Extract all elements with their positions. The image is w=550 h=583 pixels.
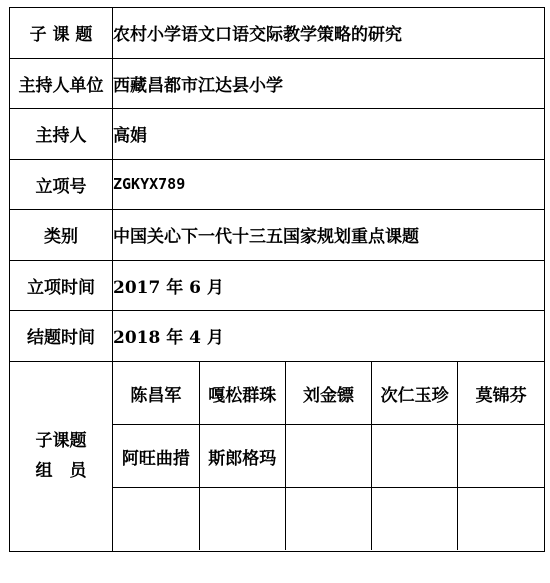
value-host: 高娟 [113,109,545,160]
row-host [10,109,545,160]
member-name [458,488,544,551]
row-subject [10,8,545,59]
value-unit: 西藏昌都市江达县小学 [113,58,545,109]
members-row [113,362,544,425]
project-info-form [9,7,545,569]
member-name [458,425,544,488]
value-project-no: ZGKYX789 [113,159,545,210]
value-start-time: 2017 年 6 月 [113,260,545,311]
label-unit: 主持人单位 [10,58,113,109]
members-row [113,488,544,551]
row-members [10,361,545,551]
label-category: 类别 [10,210,113,261]
member-name: 阿旺曲措 [113,425,199,488]
member-name: 斯郎格玛 [199,425,285,488]
label-members [10,361,113,551]
row-project-no [10,159,545,210]
members-label-line2: 组 员 [35,461,87,481]
value-subject: 农村小学语文口语交际教学策略的研究 [113,8,545,59]
member-name: 陈昌军 [113,362,199,425]
member-name [113,488,199,551]
member-name: 刘金镖 [285,362,371,425]
value-end-time: 2018 年 4 月 [113,311,545,362]
project-info-table [9,7,545,552]
row-category [10,210,545,261]
members-label-line1: 子课题 [35,431,87,451]
member-name [199,488,285,551]
label-subject: 子 课 题 [10,8,113,59]
members-row [113,425,544,488]
member-name: 嘎松群珠 [199,362,285,425]
value-category: 中国关心下一代十三五国家规划重点课题 [113,210,545,261]
member-name [285,488,371,551]
members-cell [113,361,545,551]
label-end-time: 结题时间 [10,311,113,362]
member-name [372,488,458,551]
members-grid [113,362,544,550]
label-host: 主持人 [10,109,113,160]
row-start-time [10,260,545,311]
member-name [372,425,458,488]
row-unit [10,58,545,109]
label-start-time: 立项时间 [10,260,113,311]
member-name: 莫锦芬 [458,362,544,425]
member-name: 次仁玉珍 [372,362,458,425]
row-end-time [10,311,545,362]
member-name [285,425,371,488]
label-project-no: 立项号 [10,159,113,210]
